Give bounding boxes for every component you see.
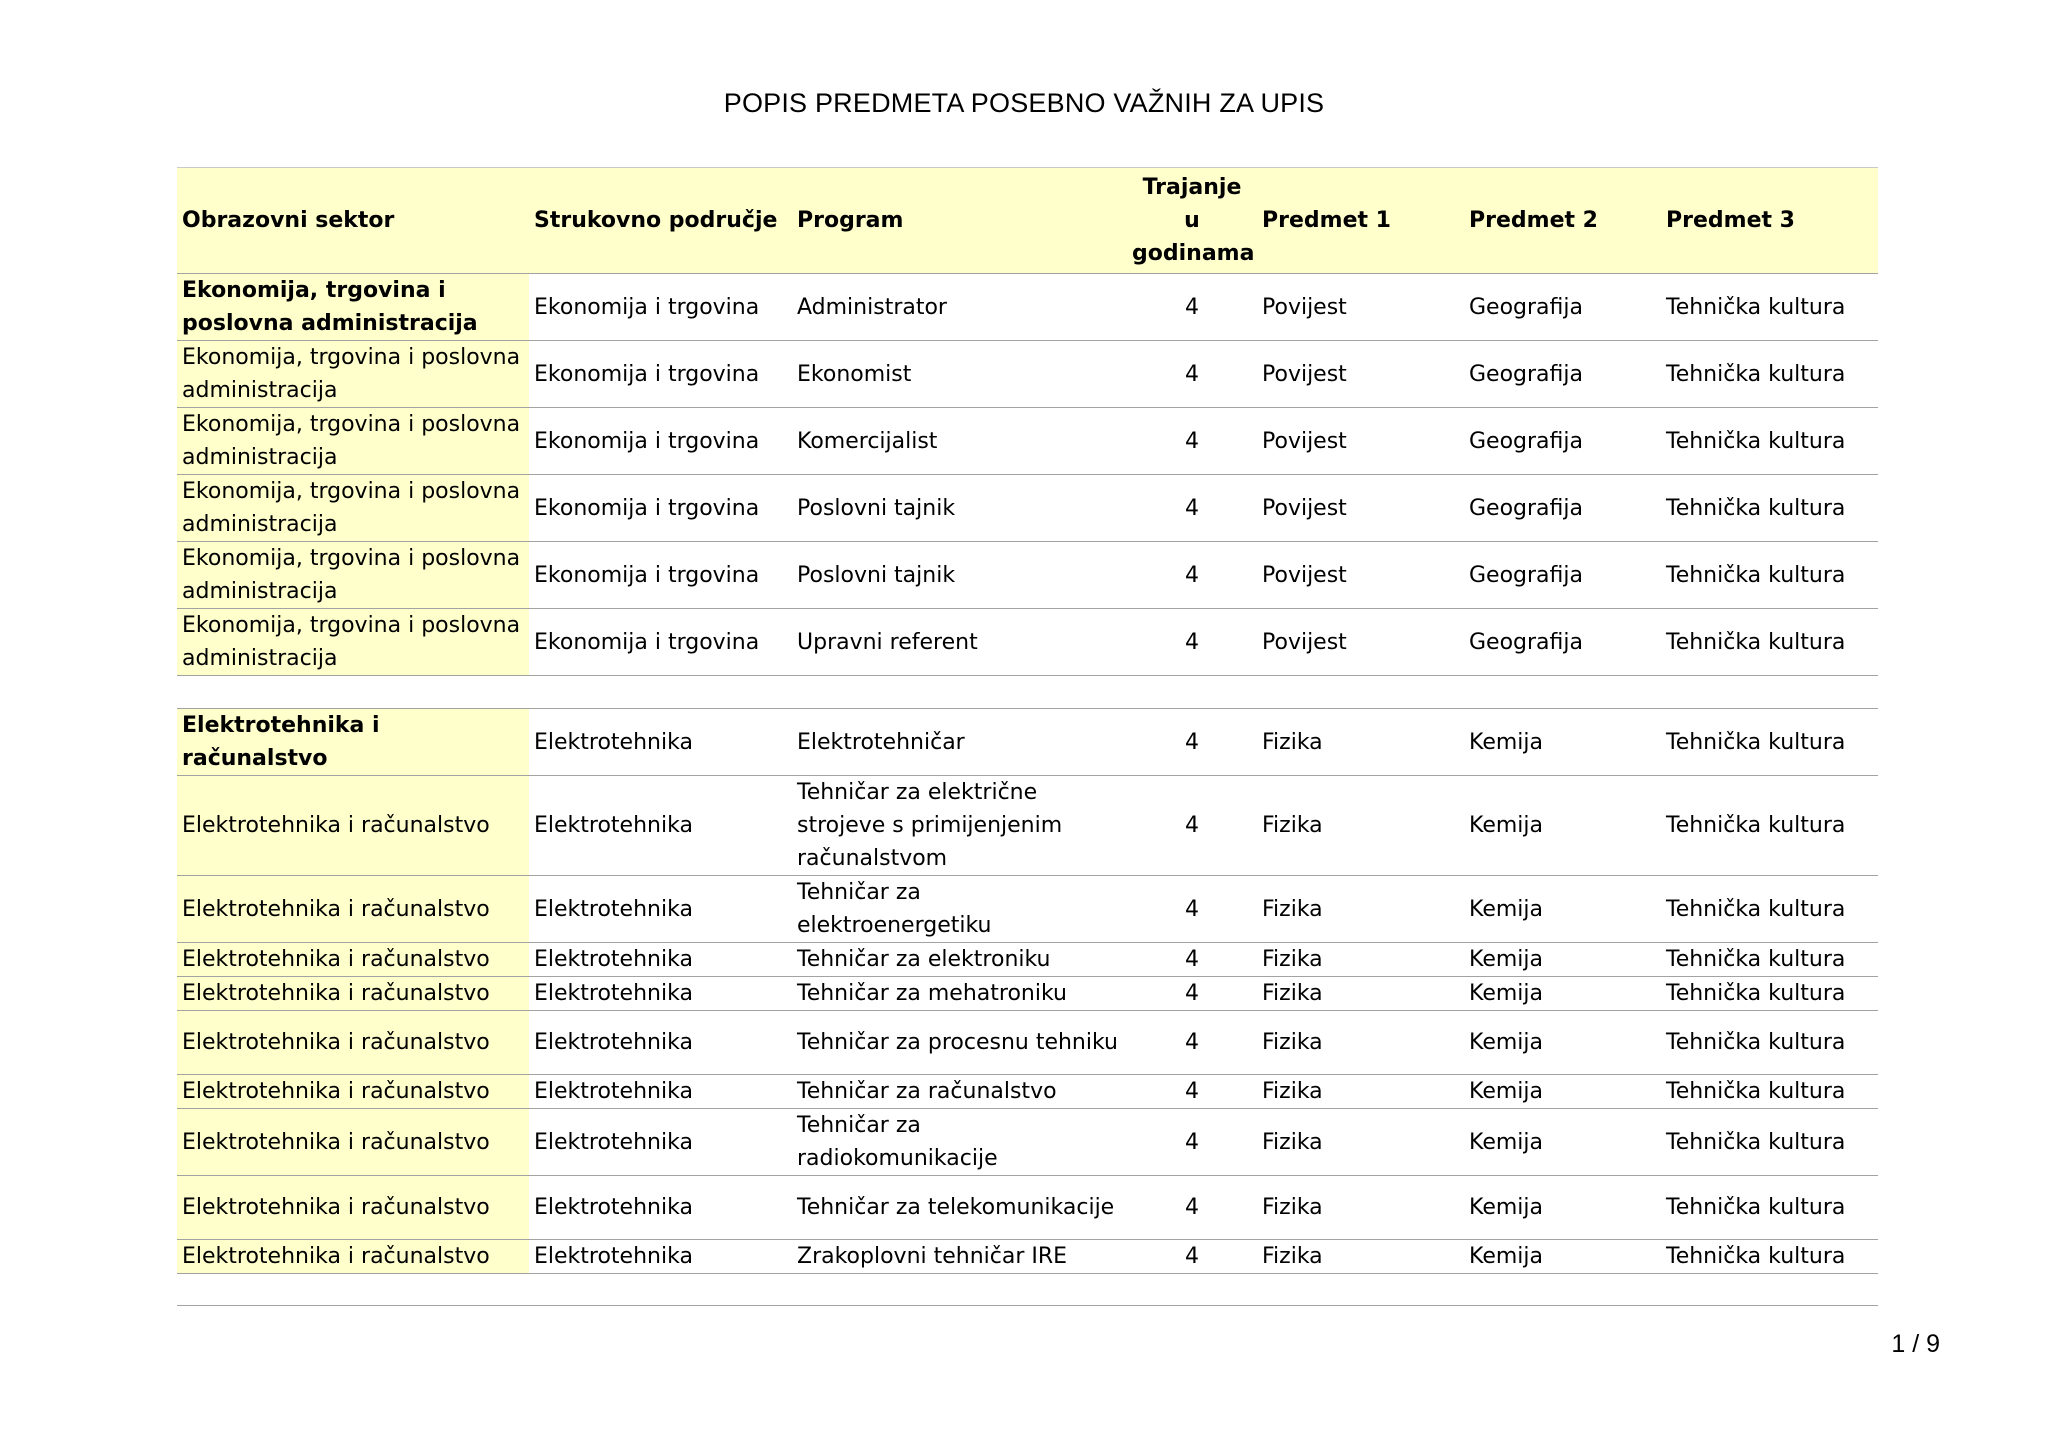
cell-field: Elektrotehnika [529,1240,792,1274]
header-program: Program [792,168,1127,274]
cell-duration: 4 [1127,1176,1257,1240]
cell-subject3: Tehnička kultura [1661,943,1878,977]
cell-subject1: Fizika [1257,1109,1464,1176]
table-row [177,408,1878,475]
cell-field: Ekonomija i trgovina [529,408,792,475]
cell-subject3: Tehnička kultura [1661,609,1878,676]
cell-subject3: Tehnička kultura [1661,274,1878,341]
cell-sector: Ekonomija, trgovina i poslovna administracija [177,341,529,408]
cell-program: Poslovni tajnik [792,542,1127,609]
cell-sector: Elektrotehnika i računalstvo [177,1109,529,1176]
cell-subject2: Geografija [1464,274,1661,341]
cell-field: Elektrotehnika [529,1075,792,1109]
subjects-table [177,167,1878,1306]
cell-subject3: Tehnička kultura [1661,1240,1878,1274]
cell-duration: 4 [1127,1075,1257,1109]
cell-duration: 4 [1127,542,1257,609]
cell-subject1: Fizika [1257,876,1464,943]
table-row [177,542,1878,609]
cell-sector: Ekonomija, trgovina i poslovna administracija [177,408,529,475]
cell-subject1: Fizika [1257,1011,1464,1075]
cell-duration: 4 [1127,1011,1257,1075]
cell-subject2: Kemija [1464,1011,1661,1075]
cell-subject3: Tehnička kultura [1661,709,1878,776]
cell-duration: 4 [1127,977,1257,1011]
table-row [177,1240,1878,1274]
cell-duration: 4 [1127,876,1257,943]
cell-subject3: Tehnička kultura [1661,876,1878,943]
cell-field: Elektrotehnika [529,776,792,876]
cell-duration: 4 [1127,609,1257,676]
cell-duration: 4 [1127,1240,1257,1274]
cell-subject3: Tehnička kultura [1661,977,1878,1011]
cell-field: Elektrotehnika [529,876,792,943]
cell-sector: Elektrotehnika i računalstvo [177,1011,529,1075]
cell-duration: 4 [1127,943,1257,977]
cell-program: Tehničar za radiokomunikacije [792,1109,1127,1176]
cell-subject2: Kemija [1464,1240,1661,1274]
header-sector: Obrazovni sektor [177,168,529,274]
cell-subject2: Kemija [1464,776,1661,876]
header-subject2: Predmet 2 [1464,168,1661,274]
cell-subject1: Povijest [1257,274,1464,341]
cell-subject3: Tehnička kultura [1661,1109,1878,1176]
table-row [177,1011,1878,1075]
cell-program: Administrator [792,274,1127,341]
cell-subject1: Fizika [1257,776,1464,876]
cell-subject2: Geografija [1464,609,1661,676]
cell-duration: 4 [1127,776,1257,876]
table-row [177,341,1878,408]
table-row [177,943,1878,977]
cell-subject3: Tehnička kultura [1661,776,1878,876]
cell-sector: Elektrotehnika i računalstvo [177,977,529,1011]
cell-duration: 4 [1127,709,1257,776]
cell-duration: 4 [1127,408,1257,475]
cell-subject3: Tehnička kultura [1661,408,1878,475]
cell-program: Tehničar za električne strojeve s primijenjenim računalstvom [792,776,1127,876]
cell-program: Ekonomist [792,341,1127,408]
cell-subject1: Povijest [1257,408,1464,475]
cell-duration: 4 [1127,475,1257,542]
table-row [177,876,1878,943]
cell-program: Upravni referent [792,609,1127,676]
table-row [177,475,1878,542]
table-row [177,977,1878,1011]
cell-subject3: Tehnička kultura [1661,475,1878,542]
cell-sector: Elektrotehnika i računalstvo [177,776,529,876]
cell-field: Ekonomija i trgovina [529,475,792,542]
page-number: 1 / 9 [1891,1330,1940,1358]
cell-program: Poslovni tajnik [792,475,1127,542]
cell-subject2: Geografija [1464,475,1661,542]
cell-sector: Ekonomija, trgovina i poslovna administracija [177,475,529,542]
table-end-spacer [177,1274,1878,1306]
cell-sector: Elektrotehnika i računalstvo [177,1240,529,1274]
cell-subject1: Fizika [1257,1240,1464,1274]
cell-subject2: Kemija [1464,1176,1661,1240]
cell-program: Tehničar za elektroenergetiku [792,876,1127,943]
table-row [177,776,1878,876]
cell-subject3: Tehnička kultura [1661,341,1878,408]
table-row [177,609,1878,676]
cell-program: Tehničar za telekomunikacije [792,1176,1127,1240]
table-header-row [177,168,1878,274]
cell-subject2: Geografija [1464,542,1661,609]
cell-field: Elektrotehnika [529,1011,792,1075]
cell-subject1: Fizika [1257,1176,1464,1240]
table-row [177,1075,1878,1109]
cell-sector: Elektrotehnika i računalstvo [177,943,529,977]
cell-field: Ekonomija i trgovina [529,542,792,609]
cell-sector: Ekonomija, trgovina i poslovna administracija [177,542,529,609]
cell-sector: Ekonomija, trgovina i poslovna administracija [177,274,529,341]
cell-subject2: Kemija [1464,943,1661,977]
cell-subject2: Geografija [1464,341,1661,408]
group-spacer [177,676,1878,709]
cell-subject2: Kemija [1464,1075,1661,1109]
cell-subject3: Tehnička kultura [1661,1176,1878,1240]
cell-field: Elektrotehnika [529,943,792,977]
cell-program: Tehničar za procesnu tehniku [792,1011,1127,1075]
header-subject1: Predmet 1 [1257,168,1464,274]
header-field: Strukovno područje [529,168,792,274]
document-title: POPIS PREDMETA POSEBNO VAŽNIH ZA UPIS [723,88,1325,118]
cell-subject2: Kemija [1464,1109,1661,1176]
cell-subject2: Kemija [1464,876,1661,943]
table-row [177,709,1878,776]
header-duration: Trajanje u godinama [1127,168,1257,274]
cell-subject2: Kemija [1464,709,1661,776]
cell-sector: Elektrotehnika i računalstvo [177,1176,529,1240]
table-row [177,1109,1878,1176]
cell-field: Ekonomija i trgovina [529,609,792,676]
cell-subject1: Povijest [1257,542,1464,609]
cell-field: Ekonomija i trgovina [529,341,792,408]
cell-sector: Ekonomija, trgovina i poslovna administracija [177,609,529,676]
cell-program: Zrakoplovni tehničar IRE [792,1240,1127,1274]
cell-field: Elektrotehnika [529,1176,792,1240]
cell-subject1: Povijest [1257,609,1464,676]
cell-program: Tehničar za mehatroniku [792,977,1127,1011]
cell-subject2: Geografija [1464,408,1661,475]
cell-subject2: Kemija [1464,977,1661,1011]
cell-program: Tehničar za računalstvo [792,1075,1127,1109]
cell-duration: 4 [1127,1109,1257,1176]
cell-subject1: Povijest [1257,341,1464,408]
cell-subject1: Fizika [1257,709,1464,776]
cell-field: Elektrotehnika [529,1109,792,1176]
cell-sector: Elektrotehnika i računalstvo [177,709,529,776]
cell-sector: Elektrotehnika i računalstvo [177,876,529,943]
cell-subject1: Povijest [1257,475,1464,542]
table-row [177,1176,1878,1240]
cell-subject1: Fizika [1257,1075,1464,1109]
cell-field: Elektrotehnika [529,709,792,776]
cell-field: Elektrotehnika [529,977,792,1011]
header-subject3: Predmet 3 [1661,168,1878,274]
cell-subject1: Fizika [1257,943,1464,977]
cell-subject3: Tehnička kultura [1661,1075,1878,1109]
cell-subject1: Fizika [1257,977,1464,1011]
table-row [177,274,1878,341]
cell-program: Komercijalist [792,408,1127,475]
cell-program: Elektrotehničar [792,709,1127,776]
cell-subject3: Tehnička kultura [1661,542,1878,609]
cell-duration: 4 [1127,341,1257,408]
cell-duration: 4 [1127,274,1257,341]
cell-program: Tehničar za elektroniku [792,943,1127,977]
cell-field: Ekonomija i trgovina [529,274,792,341]
cell-sector: Elektrotehnika i računalstvo [177,1075,529,1109]
cell-subject3: Tehnička kultura [1661,1011,1878,1075]
